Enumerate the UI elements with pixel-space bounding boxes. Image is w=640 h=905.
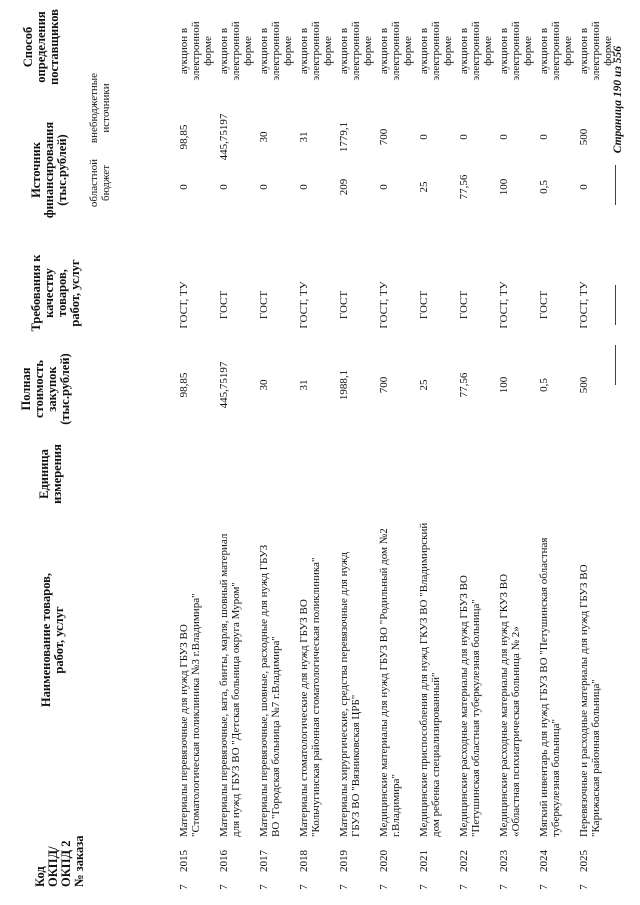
- row-extra: 31: [298, 131, 310, 143]
- table-row: [178, 0, 216, 905]
- row-extra: 700: [378, 128, 390, 146]
- row-extra: 98,85: [178, 124, 190, 150]
- row-code: 7: [298, 884, 310, 890]
- row-number: 2025: [578, 850, 590, 872]
- row-budget: 0: [258, 184, 270, 190]
- header-name: Наименование товаров, работ, услуг: [39, 572, 66, 708]
- table-line-mark: [615, 345, 616, 385]
- row-budget: 209: [338, 178, 350, 196]
- row-number: 2018: [298, 850, 310, 872]
- row-code: 7: [218, 884, 230, 890]
- row-code: 7: [338, 884, 350, 890]
- row-name: Материалы перевязочные, вата, бинты, марля, шовный материал для нужд ГБУЗ ВО "Детская больница округа Муром": [218, 533, 242, 837]
- table-row: [538, 0, 576, 905]
- row-budget: 0: [578, 184, 590, 190]
- row-requirements: ГОСТ: [418, 290, 430, 320]
- table-row: [418, 0, 456, 905]
- row-method: аукцион в электронной форме: [418, 21, 454, 81]
- table-row: [338, 0, 376, 905]
- row-number: 2020: [378, 850, 390, 872]
- header-code: Код ОКПД/ ОКПД 2 № заказа: [33, 835, 86, 887]
- row-cost: 100: [498, 376, 510, 394]
- row-code: 7: [578, 884, 590, 890]
- row-method: аукцион в электронной форме: [218, 21, 254, 81]
- table-line-mark: [615, 165, 616, 205]
- row-extra: 0: [498, 134, 510, 140]
- row-number: 2017: [258, 850, 270, 872]
- row-requirements: ГОСТ, ТУ: [498, 281, 510, 329]
- row-code: 7: [258, 884, 270, 890]
- header-budget: областной бюджет: [88, 158, 112, 208]
- row-cost: 98,85: [178, 372, 190, 398]
- row-cost: 30: [258, 379, 270, 391]
- row-requirements: ГОСТ, ТУ: [378, 281, 390, 329]
- row-budget: 100: [498, 178, 510, 196]
- row-requirements: ГОСТ: [458, 290, 470, 320]
- row-cost: 77,56: [458, 372, 470, 398]
- header-unit: Единица измерения: [37, 444, 64, 504]
- row-number: 2015: [178, 850, 190, 872]
- row-requirements: ГОСТ, ТУ: [578, 281, 590, 329]
- row-method: аукцион в электронной форме: [338, 21, 374, 81]
- row-budget: 25: [418, 181, 430, 193]
- row-cost: 445,75197: [218, 361, 230, 409]
- header-cost: Полная стоимость закупок (тыс.рублей): [19, 353, 72, 425]
- row-requirements: ГОСТ: [538, 290, 550, 320]
- row-extra: 30: [258, 131, 270, 143]
- row-name: Материалы перевязочные для нужд ГБУЗ ВО "Стоматологическая поликлиника №3 г.Владимира": [178, 593, 202, 837]
- row-requirements: ГОСТ: [338, 290, 350, 320]
- row-cost: 1988,1: [338, 369, 350, 401]
- row-cost: 500: [578, 376, 590, 394]
- row-budget: 0: [218, 184, 230, 190]
- row-requirements: ГОСТ, ТУ: [298, 281, 310, 329]
- row-extra: 445,75197: [218, 113, 230, 161]
- row-requirements: ГОСТ: [258, 290, 270, 320]
- row-cost: 700: [378, 376, 390, 394]
- row-name: Медицинские расходные материалы для нужд ГБУЗ ВО "Петушинская областная туберкулезная больница": [458, 575, 482, 837]
- header-funding: Источник финансирования (тыс.рублей): [29, 121, 69, 219]
- row-code: 7: [378, 884, 390, 890]
- row-budget: 0,5: [538, 180, 550, 194]
- row-code: 7: [498, 884, 510, 890]
- row-method: аукцион в электронной форме: [178, 21, 214, 81]
- row-extra: 0: [538, 134, 550, 140]
- row-budget: 77,56: [458, 174, 470, 200]
- row-budget: 0: [378, 184, 390, 190]
- row-name: Материалы хирургические, средства перевязочные для нужд ГБУЗ ВО "Вязниковская ЦРБ": [338, 551, 362, 837]
- row-method: аукцион в электронной форме: [578, 21, 614, 81]
- row-code: 7: [178, 884, 190, 890]
- table-row: [378, 0, 416, 905]
- row-method: аукцион в электронной форме: [378, 21, 414, 81]
- header-method: Способ определения поставщиков: [21, 9, 61, 85]
- row-budget: 0: [298, 184, 310, 190]
- table-header: [0, 0, 150, 905]
- row-name: Мягкий инвентарь для нужд ГБУЗ ВО "Петушинская областная туберкулезная больница": [538, 537, 562, 837]
- row-number: 2021: [418, 850, 430, 872]
- row-name: Материалы стоматологические для нужд ГБУЗ ВО "Кольчугинская районная стоматологическая поликлиника": [298, 557, 322, 837]
- row-number: 2016: [218, 850, 230, 872]
- row-extra: 1779,1: [338, 121, 350, 153]
- table-row: [458, 0, 496, 905]
- row-method: аукцион в электронной форме: [498, 21, 534, 81]
- row-name: Материалы перевязочные, шовные, расходные для нужд ГБУЗ ВО "Городская больница №7 г.Владимира": [258, 544, 282, 837]
- row-budget: 0: [178, 184, 190, 190]
- row-code: 7: [458, 884, 470, 890]
- table-row: [578, 0, 616, 905]
- row-requirements: ГОСТ: [218, 290, 230, 320]
- row-number: 2024: [538, 850, 550, 872]
- header-extra: внебюджетные источники: [88, 72, 112, 144]
- table-line-mark: [615, 285, 616, 325]
- row-name: Перевязочные и расходные материалы для нужд ГБУЗ ВО "Карижаская районная больница": [578, 564, 602, 837]
- row-extra: 0: [418, 134, 430, 140]
- row-method: аукцион в электронной форме: [458, 21, 494, 81]
- row-code: 7: [538, 884, 550, 890]
- row-name: Медицинские расходные материалы для нужд ГКУЗ ВО «Областная психиатрическая больница № 2»: [498, 573, 522, 837]
- row-extra: 0: [458, 134, 470, 140]
- table-row: [218, 0, 256, 905]
- row-name: Медицинские приспособления для нужд ГКУЗ ВО "Владимирский дом ребенка специализированный": [418, 522, 442, 837]
- table-row: [298, 0, 336, 905]
- table-row: [498, 0, 536, 905]
- page-number: Страница 190 из 556: [612, 46, 624, 154]
- row-extra: 500: [578, 128, 590, 146]
- row-cost: 0,5: [538, 378, 550, 392]
- row-method: аукцион в электронной форме: [538, 21, 574, 81]
- row-cost: 25: [418, 379, 430, 391]
- row-method: аукцион в электронной форме: [298, 21, 334, 81]
- row-method: аукцион в электронной форме: [258, 21, 294, 81]
- row-number: 2023: [498, 850, 510, 872]
- row-cost: 31: [298, 379, 310, 391]
- row-requirements: ГОСТ, ТУ: [178, 281, 190, 329]
- row-number: 2022: [458, 850, 470, 872]
- table-row: [258, 0, 296, 905]
- row-name: Медицинские материалы для нужд ГБУЗ ВО "Родильный дом №2 г.Владимира": [378, 528, 402, 837]
- row-number: 2019: [338, 850, 350, 872]
- header-requirements: Требования к качеству товаров, работ, услуг: [29, 254, 82, 332]
- row-code: 7: [418, 884, 430, 890]
